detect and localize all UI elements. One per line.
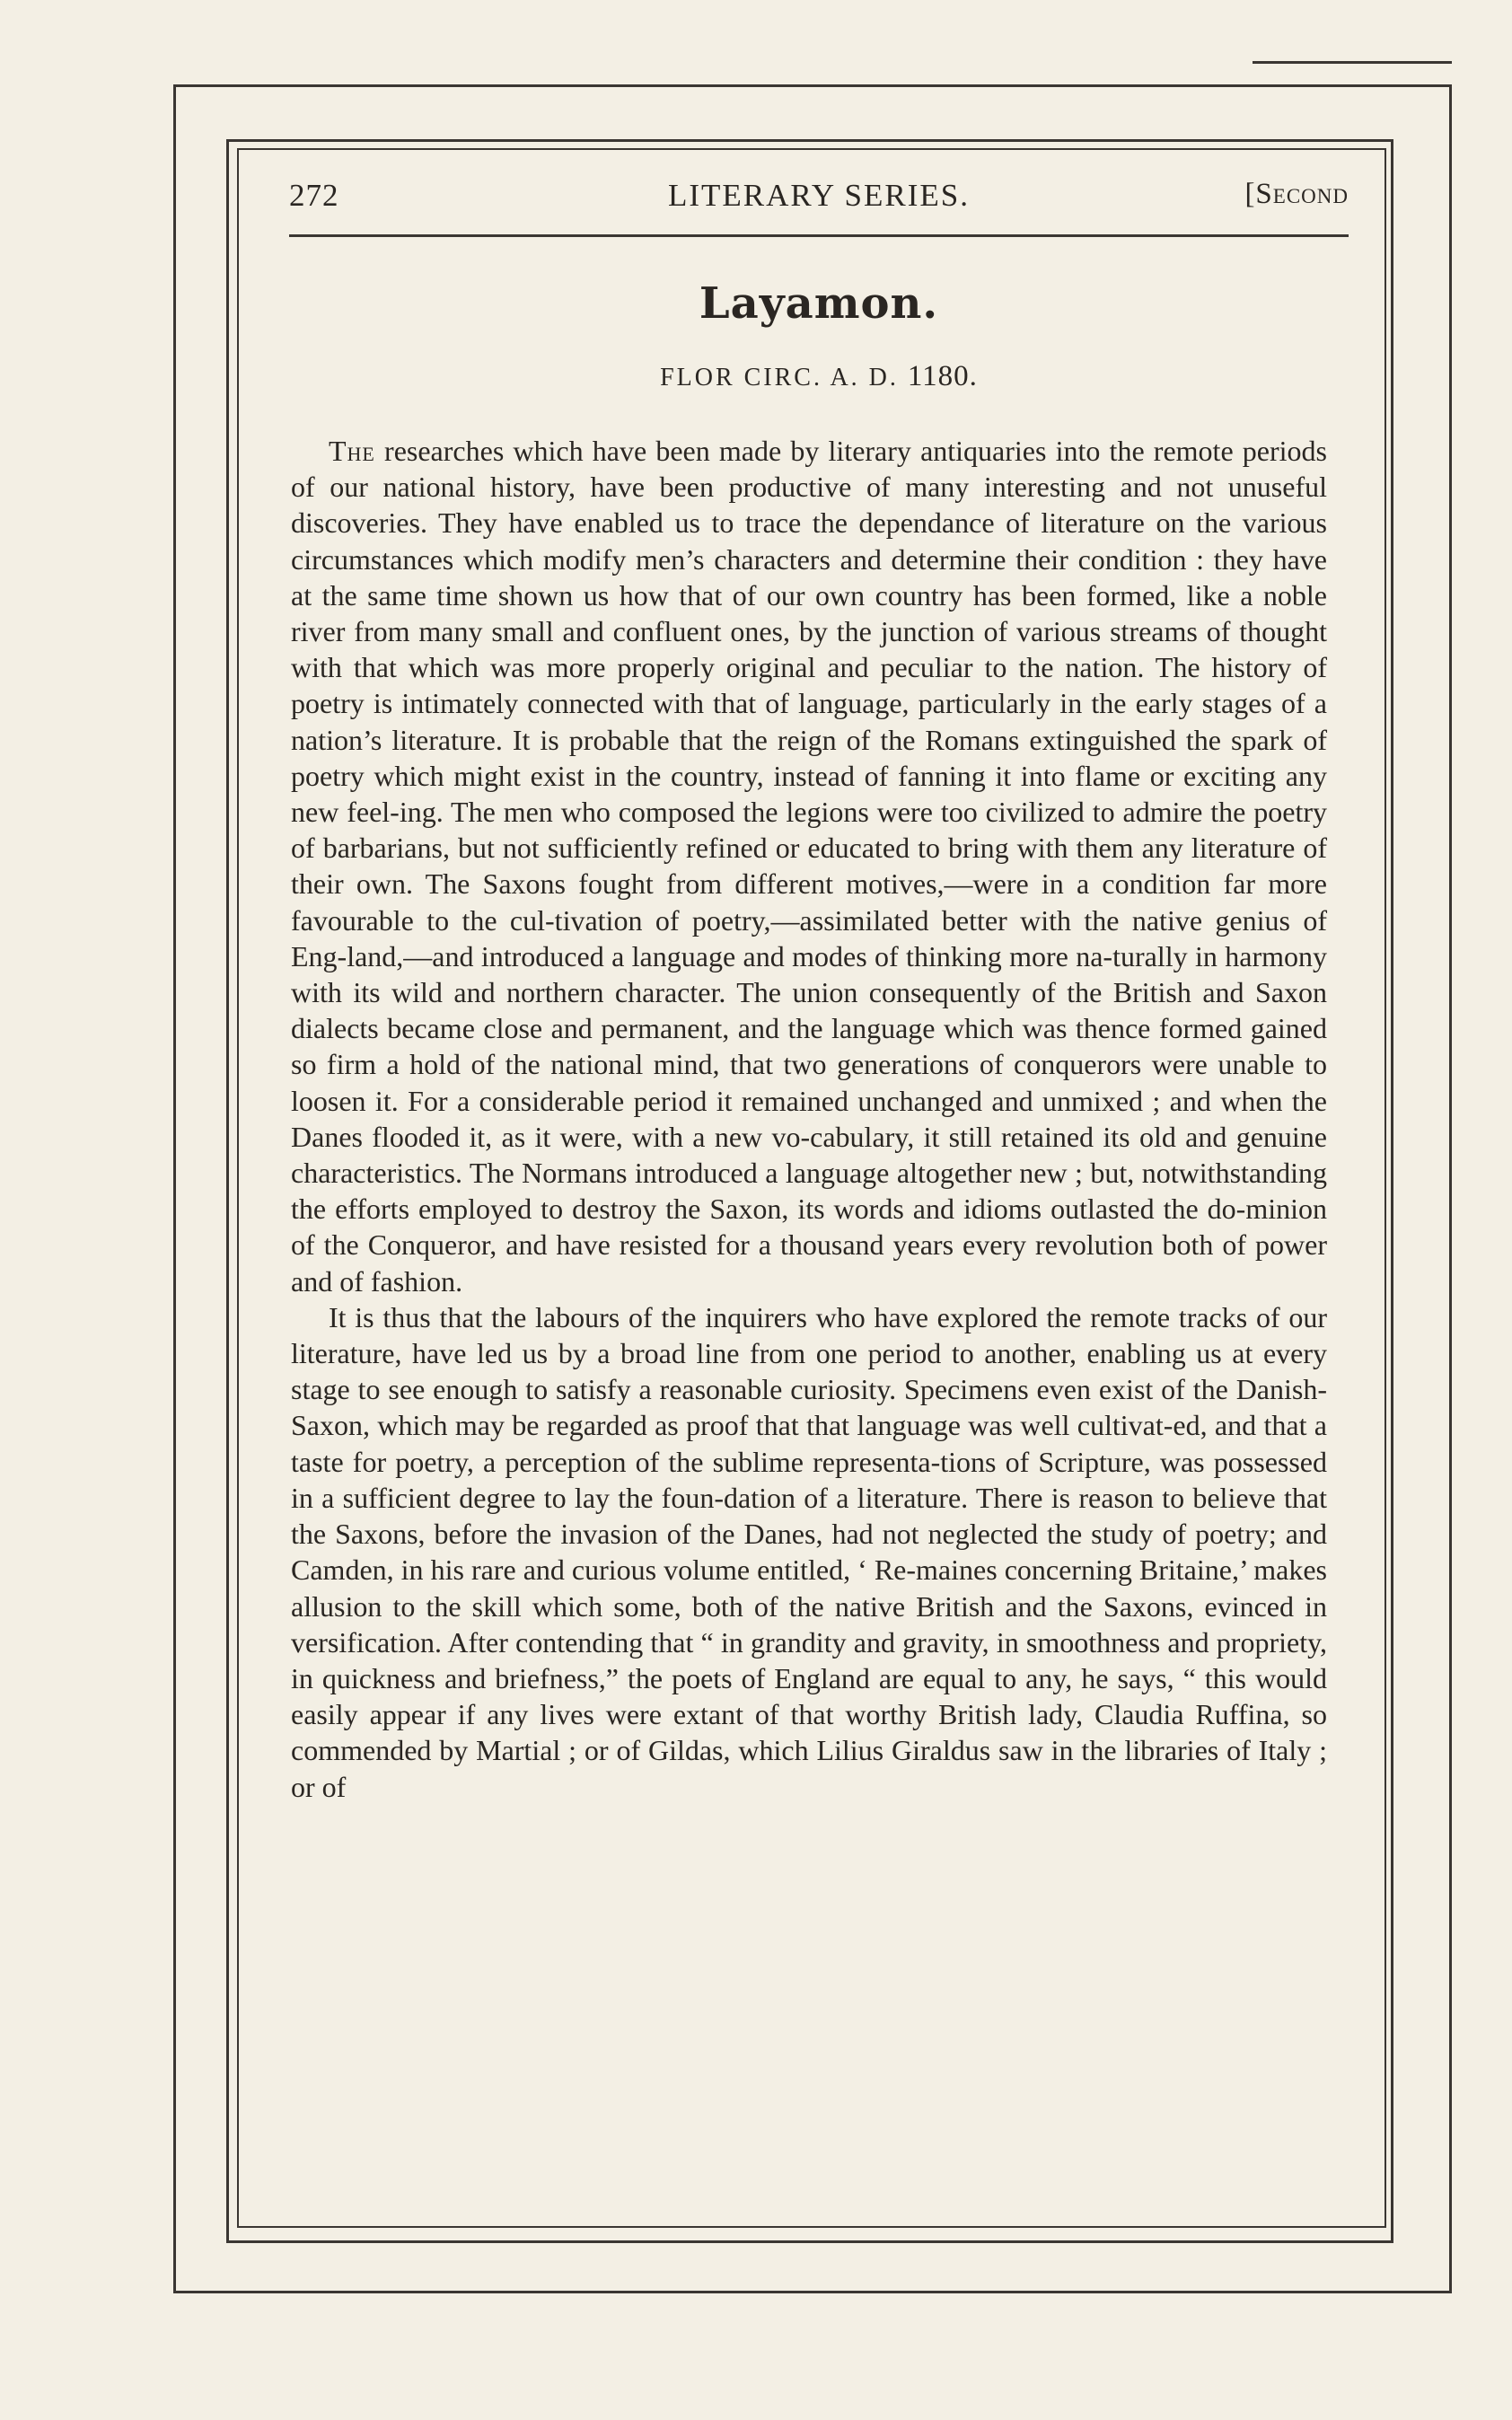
paragraph-2 [291,1299,1327,1805]
running-head [289,178,1349,232]
paragraph-1 [291,433,1327,1299]
dateline-year: 1180. [907,360,978,392]
article-body [291,433,1327,1805]
paragraph-1-text: researches which have been made by literary antiquaries into the remote periods of our national history, have been productive of many interesting and not unuseful discoveries. They have enabled us to trace the dependance of literature on the various circumstances which modify men’s characters and determine their condition : they have at the same time shown us how that of our own country has been formed, like a noble river from many small and confluent ones, by the junction of various streams of thought with that which was more properly original and peculiar to the nation. The history of poetry is intimately connected with that of language, particularly in the early stages of a nation’s literature. It is probable that the reign of the Romans extinguished the spark of poetry which might exist in the country, instead of fanning it into flame or exciting any new feel-ing. The men who composed the legions were too civilized to admire the poetry of barbarians, but not sufficiently refined or educated to bring with them any literature of their own. The Saxons fought from different motives,—were in a condition far more favourable to the cul-tivation of poetry,—assimilated better with the native genius of Eng-land,—and introduced a language and modes of thinking more na-turally in harmony with its wild and northern character. The union consequently of the British and Saxon dialects became close and permanent, and the language which was thence formed gained so firm a hold of the national mind, that two generations of conquerors were unable to loosen it. For a considerable period it remained unchanged and unmixed ; and when the Danes flooded it, as it were, with a new vo-cabulary, it still retained its old and genuine characteristics. The Normans introduced a language altogether new ; but, notwithstanding the efforts employed to destroy the Saxon, its words and idioms outlasted the do-minion of the Conqueror, and have resisted for a thousand years every revolution both of power and of fashion. [291,435,1327,1298]
page-number: 272 [289,178,339,213]
running-head-rule [289,234,1349,237]
frame-top-rule [1253,61,1452,64]
article-title: Layamon. [699,278,939,329]
dateline-prefix: FLOR CIRC. A. D. [660,364,899,392]
paragraph-2-text: It is thus that the labours of the inquirers who have explored the remote tracks of our literature, have led us by a broad line from one period to another, enabling us at every stage to see enough to satisfy a reasonable curiosity. Specimens even exist of the Danish-Saxon, which may be regarded as proof that that language was well cultivat-ed, and that a taste for poetry, a perception of the sublime representa-tions of Scripture, was possessed in a sufficient degree to lay the foun-dation of a literature. There is reason to believe that the Saxons, before the invasion of the Danes, had not neglected the study of poetry; and Camden, in his rare and curious volume entitled, ‘ Re-maines concerning Britaine,’ makes allusion to the skill which some, both of the native British and the Saxons, evinced in versification. After contending that “ in grandity and gravity, in smoothness and propriety, in quickness and briefness,” the poets of England are equal to any, he says, “ this would easily appear if any lives were extant of that worthy British lady, Claudia Ruffina, so commended by Martial ; or of Gildas, which Lilius Giraldus saw in the libraries of Italy ; or of [291,1300,1327,1803]
paragraph-1-lead-word: The [329,435,375,467]
article-dateline [289,360,1349,393]
series-title: LITERARY SERIES. [668,178,970,213]
section-label: [Second [1244,178,1349,210]
